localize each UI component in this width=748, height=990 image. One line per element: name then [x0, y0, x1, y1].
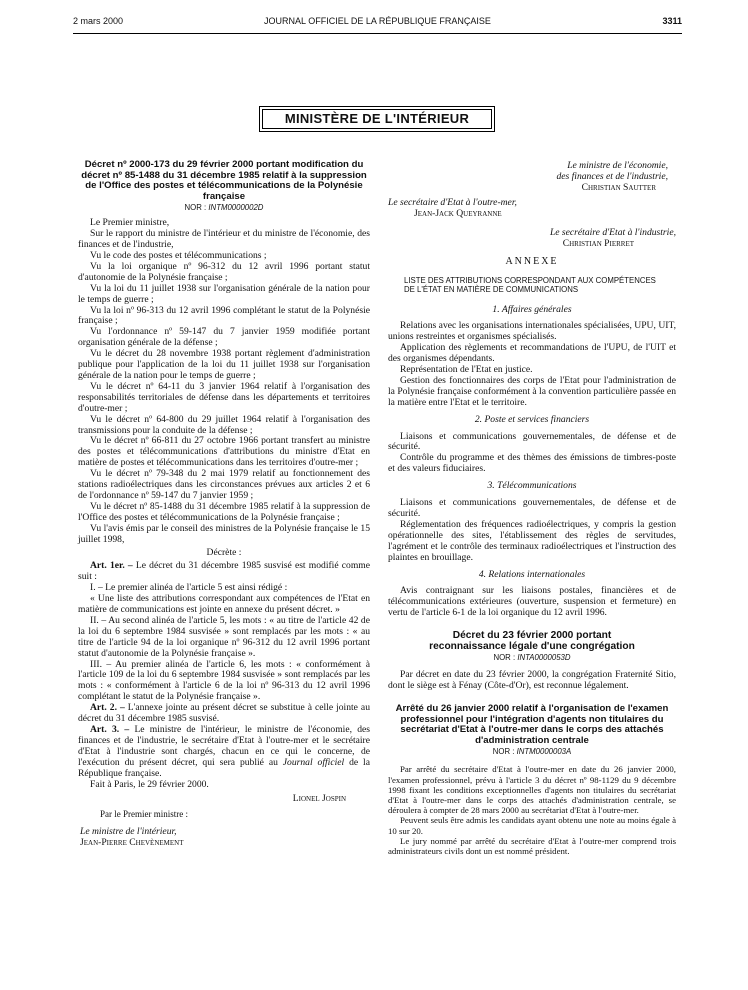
article-3: Art. 3. – Le ministre de l'intérieur, le ministre de l'économie, des finances et de l'industrie, le secrétaire d'Etat à l'outre-mer et le secrétaire d'Etat à l'industrie sont chargés, chacun en ce qui le concerne, de l'exécution du présent décret, qui sera publié au Journal officiel de la République française. — [78, 723, 370, 779]
decree2-title: Décret du 23 février 2000 portant reconnaissance légale d'une congrégation — [429, 630, 635, 652]
decree1-visas — [78, 218, 370, 545]
arrete-para: Par arrêté du secrétaire d'Etat à l'outre-mer en date du 26 janvier 2000, l'examen professionnel, prévu à l'article 3 du décret nº 98-1129 du 9 décembre 1998 fixant les conditions exceptionnelles d'agents non titulaires du secrétariat d'Etat à l'outre-mer dans le corps des attachés d'administration centrale, se déroulera à compter de 28 mars 2000 au secrétariat d'Etat à l'outre-mer. — [388, 764, 676, 816]
decree1-done: Fait à Paris, le 29 février 2000. — [90, 778, 209, 790]
decree2-text: Par décret en date du 23 février 2000, la congrégation Fraternité Sitio, dont le siège est à Fénay (Côte-d'Or), est reconnue légalement. — [388, 669, 676, 692]
decree1-para: Vu l'ordonnance nº 59-147 du 7 janvier 1959 modifiée portant organisation générale de la défense ; — [78, 326, 370, 349]
decree1-para: Vu le décret du 28 novembre 1938 portant règlement d'administration publique pour l'application de la loi du 11 juillet 1938 sur l'organisation générale de la nation pour le temps de guerre ; — [78, 348, 370, 381]
minister-economy-signature: Le ministre de l'économie, des finances et de l'industrie, Christian Sautter — [556, 160, 668, 193]
decree1-para: Vu le code des postes et télécommunications ; — [90, 250, 267, 261]
annex-para: Relations avec les organisations internationales spécialisées, UPU, UIT, unions restreintes et organismes spécialisés. — [388, 320, 676, 343]
decree1-para: Vu la loi organique nº 96-312 du 12 avril 1996 portant statut d'autonomie de la Polynésie française ; — [78, 260, 370, 283]
arrete-para: Le jury nommé par arrêté du secrétaire d'Etat à l'outre-mer comprend trois administrateurs civils dont un est nommé président. — [388, 835, 676, 856]
arrete-title: Arrêté du 26 janvier 2000 relatif à l'organisation de l'examen professionnel pour l'intégration d'agents non titulaires du secrétariat d'Etat à l'outre-mer dans le corps des attachés d'administration centrale — [395, 703, 669, 746]
annex-section-heading: 1. Affaires générales — [492, 303, 572, 315]
secretary-outre-mer-signature: Le secrétaire d'Etat à l'outre-mer, Jean-Jack Queyranne — [388, 197, 517, 219]
decree1-para: Le Premier ministre, — [90, 217, 170, 229]
annex-section-heading: 3. Télécommunications — [487, 480, 577, 492]
annex-section-heading: 4. Relations internationales — [478, 568, 586, 580]
par-premier-ministre: Par le Premier ministre : — [100, 809, 188, 820]
annex-para: Application des règlements et recommandations de l'UPU, de l'UIT et des organismes dépendants. — [388, 342, 676, 365]
left-column — [78, 160, 370, 848]
decree1-decrete: Décrète : — [206, 547, 242, 559]
article-1-item: II. – Au second alinéa de l'article 5, les mots : « au titre de l'article 42 de la loi du 6 septembre 1984 susvisée » sont remplacés par les mots : « au titre de l'article 94 de la loi organique nº 96-312 du 12 avril 1996 portant statut d'autonomie de la Polynésie française ». — [78, 614, 370, 659]
header-rule — [73, 33, 682, 34]
decree1-para: Vu la loi du 11 juillet 1938 sur l'organisation générale de la nation pour le temps de guerre ; — [78, 282, 370, 305]
article-2-label: Art. 2. – — [90, 702, 125, 714]
header-page-number: 3311 — [662, 16, 682, 26]
annex-para: Gestion des fonctionnaires des corps de l'Etat pour l'administration de la Polynésie française conformément à la convention particulière passée en la matière entre l'Etat et le territoire. — [388, 374, 676, 408]
article-1-item: I. – Le premier alinéa de l'article 5 est ainsi rédigé : — [90, 582, 288, 594]
annex-para: Contrôle du programme et des thèmes des émissions de timbres-poste et des valeurs fiduciaires. — [388, 452, 676, 475]
decree2-nor: NOR : INTA0000053D — [493, 653, 571, 663]
decree1-para: Vu l'avis émis par le conseil des ministres de la Polynésie française le 15 juillet 1998, — [78, 522, 370, 545]
page-header — [73, 16, 682, 30]
arrete-body — [388, 764, 676, 856]
decree1-para: Vu le décret nº 64-800 du 29 juillet 1964 relatif à l'organisation des transmissions pour la conduite de la défense ; — [78, 413, 370, 436]
decree1-title: Décret nº 2000-173 du 29 février 2000 portant modification du décret nº 85-1488 du 31 décembre 1985 relatif à la suppression de l'Office des postes et télécommunications de la Polynésie française — [81, 159, 367, 202]
decree1-para: Vu le décret nº 85-1488 du 31 décembre 1985 relatif à la suppression de l'Office des postes et télécommunications de la Polynésie française ; — [78, 500, 370, 523]
header-date: 2 mars 2000 — [73, 16, 124, 26]
secretary-industry-signature: Le secrétaire d'Etat à l'industrie, Christian Pierret — [549, 227, 676, 249]
article-1-item: III. – Au premier alinéa de l'article 6, les mots : « conformément à l'article 109 de la loi du 6 septembre 1984 susvisée » sont remplacés par les mots : « conformément à l'article 6 de la loi nº 96-313 du 12 avril 1996 complétant le statut de la Polynésie française ». — [78, 658, 370, 703]
annex-title: ANNEXE — [505, 256, 559, 267]
annex-para: Avis contraignant sur les liaisons postales, financières et de télécommunications extérieures (ouverture, suspension et fermeture) en vertu de l'article 6-1 de la loi organique du 12 avril 1996. — [388, 585, 676, 619]
pm-signature: Lionel Jospin — [292, 793, 346, 805]
decree1-nor: NOR : INTM0000002D — [184, 203, 264, 213]
decree1-para: Vu le décret nº 66-811 du 27 octobre 1966 portant transfert au ministre des postes et télécommunications d'attributions du ministre d'Etat en matière de postes et télécommunications dans les territoires d'outre-mer ; — [78, 435, 370, 469]
decree1-para: Vu le décret nº 79-348 du 2 mai 1979 relatif au fonctionnement des stations radioélectriques dans les circonstances prévues aux articles 2 et 6 de l'ordonnance nº 59-147 du 7 janvier 1959 ; — [78, 468, 370, 501]
annex-list-title: LISTE DES ATTRIBUTIONS CORRESPONDANT AUX COMPÉTENCES DE L'ÉTAT EN MATIÈRE DE COMMUNICATIONS — [404, 275, 656, 295]
ministry-box — [259, 106, 495, 132]
arrete-nor: NOR : INTM0000003A — [492, 747, 572, 757]
annex-para: Liaisons et communications gouvernementales, de défense et de sécurité. — [388, 430, 676, 453]
annex-section-heading: 2. Poste et services financiers — [474, 413, 590, 425]
article-2: Art. 2. – L'annexe jointe au présent décret se substitue à celle jointe au décret du 31 décembre 1985 susvisé. — [78, 702, 370, 725]
ministry-title: MINISTÈRE DE L'INTÉRIEUR — [262, 109, 492, 129]
article-1: Art. 1er. – Le décret du 31 décembre 1985 susvisé est modifié comme suit : — [78, 560, 370, 583]
decree1-para: Vu la loi nº 96-313 du 12 avril 1996 complétant le statut de la Polynésie française ; — [78, 304, 370, 327]
right-column — [388, 160, 676, 856]
annex-para: Représentation de l'Etat en justice. — [400, 364, 533, 376]
annex-para: Réglementation des fréquences radioélectriques, y compris la gestion opérationnelle des sites, l'établissement des règles de servitudes, l'agrément et le contrôle des terminaux radioélectriques et l'instruction des plaintes en brouillage. — [388, 518, 676, 563]
header-journal-title: JOURNAL OFFICIEL DE LA RÉPUBLIQUE FRANÇAISE — [264, 16, 491, 26]
decree1-para: Vu le décret nº 64-11 du 3 janvier 1964 relatif à l'organisation des responsabilités territoriales de défense dans les départements et territoires d'outre-mer ; — [78, 380, 370, 414]
arrete-para: Peuvent seuls être admis les candidats ayant obtenu une note au moins égale à 10 sur 20. — [388, 815, 676, 836]
minister-interior-signature: Le ministre de l'intérieur, Jean-Pierre Chevènement — [80, 826, 184, 849]
annex-para: Liaisons et communications gouvernementales, de défense et de sécurité. — [388, 497, 676, 519]
article-1-item: « Une liste des attributions correspondant aux compétences de l'Etat en matière de communications est jointe en annexe du présent décret. » — [78, 593, 370, 615]
article-3-label: Art. 3. – — [90, 723, 130, 735]
decree1-para: Sur le rapport du ministre de l'intérieur et du ministre de l'économie, des finances et de l'industrie, — [78, 228, 370, 251]
article-1-label: Art. 1er. – — [90, 560, 133, 572]
